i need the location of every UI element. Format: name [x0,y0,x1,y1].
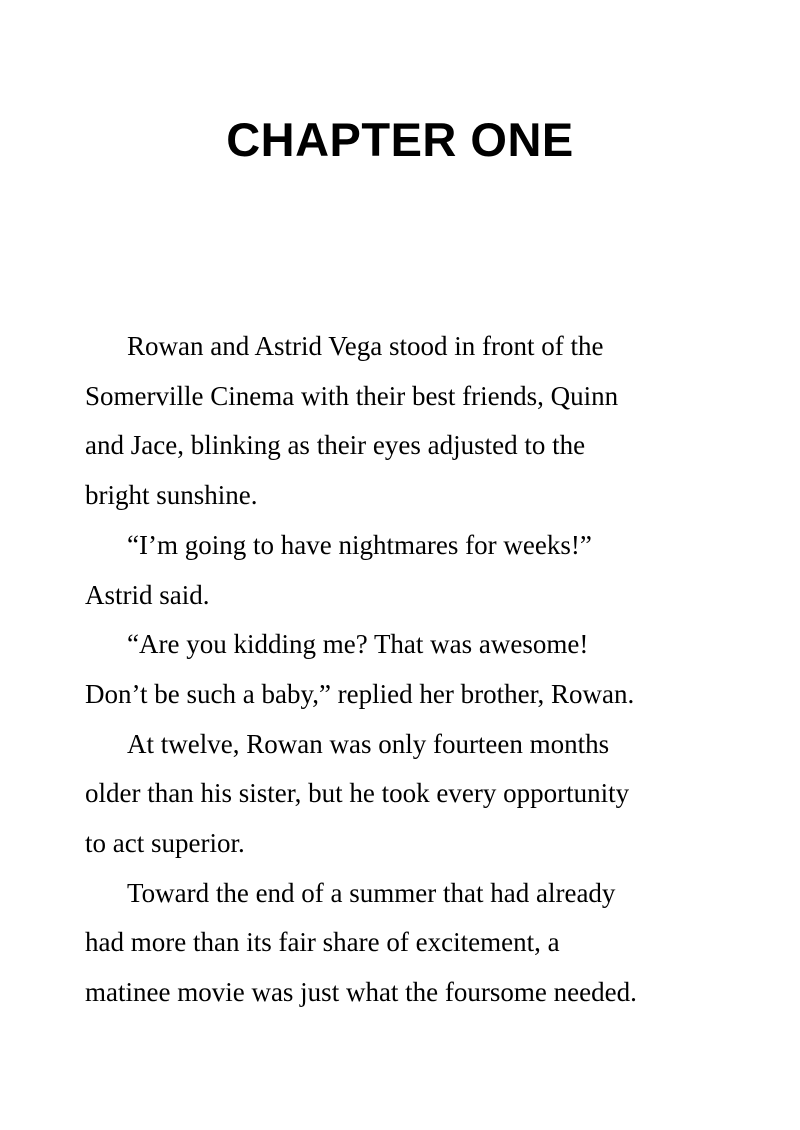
paragraph: “Are you kidding me? That was awesome! Don’t be such a baby,” replied her brother, Rowan. [85,629,635,709]
chapter-title: CHAPTER ONE [226,113,574,166]
paragraph: Toward the end of a summer that had already had more than its fair share of excitement, a matinee movie was just what the foursome needed. [85,877,637,1008]
chapter-body [85,322,725,1018]
paragraph: Rowan and Astrid Vega stood in front of the Somerville Cinema with their best friends, Quinn and Jace, blinking as their eyes adjusted to the bright sunshine. [85,331,619,511]
paragraph: At twelve, Rowan was only fourteen months older than his sister, but he took every opportunity to act superior. [85,728,630,859]
paragraph: “I’m going to have nightmares for weeks!” Astrid said. [85,529,592,610]
